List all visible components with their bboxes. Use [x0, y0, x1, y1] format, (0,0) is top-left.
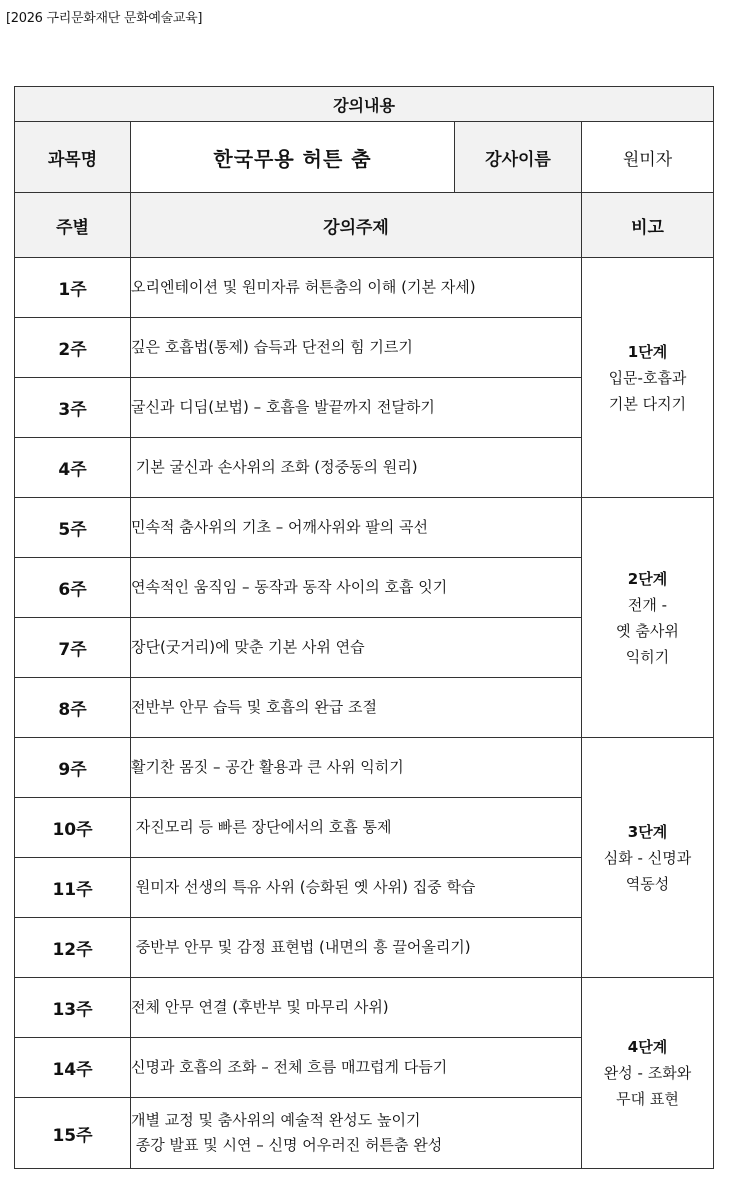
- week-topic: [131, 918, 582, 978]
- topic-line: 개별 교정 및 춤사위의 예술적 완성도 높이기: [131, 1111, 421, 1129]
- stage-description: 익히기: [625, 647, 670, 666]
- week-topic: [131, 678, 582, 738]
- topic-line: 오리엔테이션 및 원미자류 허튼춤의 이해 (기본 자세): [131, 278, 476, 296]
- topic-line: 활기찬 몸짓 – 공간 활용과 큰 사위 익히기: [131, 758, 404, 776]
- column-header-row: [15, 193, 714, 258]
- week-topic: [131, 798, 582, 858]
- column-header-week: 주별: [15, 193, 131, 258]
- topic-line: 깊은 호흡법(통제) 습득과 단전의 힘 기르기: [131, 338, 413, 356]
- week-number: 9주: [15, 738, 131, 798]
- week-topic: [131, 858, 582, 918]
- week-topic: [131, 738, 582, 798]
- topic-line: 굴신과 디딤(보법) – 호흡을 발끝까지 전달하기: [131, 398, 435, 416]
- topic-line: 중반부 안무 및 감정 표현법 (내면의 흥 끌어올리기): [131, 938, 471, 956]
- document-header: [2026 구리문화재단 문화예술교육]: [6, 11, 203, 26]
- week-topic: [131, 1038, 582, 1098]
- week-number: 3주: [15, 378, 131, 438]
- week-topic: [131, 1098, 582, 1169]
- stage-description: 전개 -: [627, 595, 668, 614]
- week-topic: [131, 978, 582, 1038]
- table-row: [15, 258, 714, 318]
- stage-description: 심화 - 신명과: [603, 848, 692, 867]
- topic-line: 자진모리 등 빠른 장단에서의 호흡 통제: [131, 818, 392, 836]
- topic-line: 원미자 선생의 특유 사위 (승화된 옛 사위) 집중 학습: [131, 878, 476, 896]
- column-header-topic: 강의주제: [131, 193, 582, 258]
- table-row: [15, 978, 714, 1038]
- title-row: [15, 87, 714, 122]
- instructor-name: 원미자: [582, 122, 714, 193]
- week-topic: [131, 438, 582, 498]
- topic-line: 신명과 호흡의 조화 – 전체 흐름 매끄럽게 다듬기: [131, 1058, 448, 1076]
- course-label: 과목명: [15, 122, 131, 193]
- course-name: 한국무용 허튼 춤: [131, 122, 455, 193]
- week-number: 4주: [15, 438, 131, 498]
- stage-label: 4단계: [627, 1038, 668, 1056]
- topic-line: 기본 굴신과 손사위의 조화 (정중동의 원리): [131, 458, 418, 476]
- topic-line: 민속적 춤사위의 기초 – 어깨사위와 팔의 곡선: [131, 518, 428, 536]
- week-number: 5주: [15, 498, 131, 558]
- week-number: 13주: [15, 978, 131, 1038]
- week-number: 8주: [15, 678, 131, 738]
- column-header-note: 비고: [582, 193, 714, 258]
- week-topic: [131, 318, 582, 378]
- week-number: 1주: [15, 258, 131, 318]
- week-topic: [131, 498, 582, 558]
- stage-description: 무대 표현: [616, 1090, 679, 1108]
- week-number: 7주: [15, 618, 131, 678]
- stage-label: 3단계: [627, 822, 668, 841]
- stage-description: 옛 춤사위: [616, 621, 679, 640]
- stage-note: [582, 738, 714, 978]
- week-number: 6주: [15, 558, 131, 618]
- week-topic: [131, 558, 582, 618]
- course-info-row: [15, 122, 714, 193]
- table-row: [15, 498, 714, 558]
- week-number: 2주: [15, 318, 131, 378]
- table-row: [15, 738, 714, 798]
- stage-description: 입문-호흡과: [608, 368, 687, 387]
- week-number: 11주: [15, 858, 131, 918]
- stage-description: 기본 다지기: [608, 394, 687, 413]
- syllabus-table: [14, 86, 714, 1169]
- topic-line: 연속적인 움직임 – 동작과 동작 사이의 호흡 잇기: [131, 578, 448, 596]
- stage-note: [582, 258, 714, 498]
- week-number: 10주: [15, 798, 131, 858]
- week-topic: [131, 378, 582, 438]
- stage-note: [582, 498, 714, 738]
- topic-line: 전반부 안무 습득 및 호흡의 완급 조절: [131, 698, 377, 716]
- topic-line: 종강 발표 및 시연 – 신명 어우러진 허튼춤 완성: [131, 1136, 443, 1154]
- week-number: 12주: [15, 918, 131, 978]
- stage-label: 1단계: [627, 342, 668, 361]
- topic-line: 전체 안무 연결 (후반부 및 마무리 사위): [131, 998, 389, 1016]
- table-title: 강의내용: [15, 87, 714, 122]
- week-number: 14주: [15, 1038, 131, 1098]
- week-topic: [131, 258, 582, 318]
- topic-line: 장단(굿거리)에 맞춘 기본 사위 연습: [131, 638, 365, 656]
- week-number: 15주: [15, 1098, 131, 1169]
- stage-note: [582, 978, 714, 1169]
- stage-description: 완성 - 조화와: [603, 1064, 692, 1082]
- instructor-label: 강사이름: [455, 122, 582, 193]
- week-topic: [131, 618, 582, 678]
- stage-description: 역동성: [625, 874, 670, 893]
- stage-label: 2단계: [627, 569, 668, 588]
